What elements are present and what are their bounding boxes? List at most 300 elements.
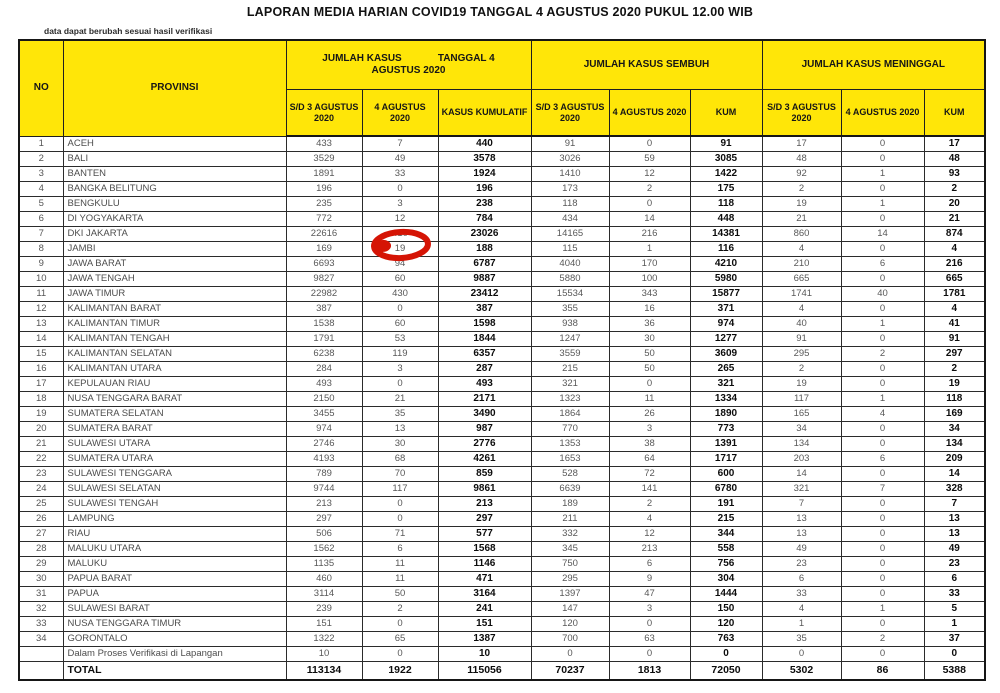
cell-value: 20 [924,197,985,212]
cell-value: 65 [362,632,438,647]
cell-value: 35 [762,632,841,647]
cell-value: 471 [438,572,531,587]
cell-province: KALIMANTAN UTARA [63,362,286,377]
cell-value: 3490 [438,407,531,422]
cell-value: 4 [924,242,985,257]
cell-province: SULAWESI UTARA [63,437,286,452]
cell-value: 355 [531,302,609,317]
table-row [19,602,985,617]
cell-value: 86 [841,662,924,681]
cell-value: 2 [362,602,438,617]
col-header-no: NO [19,40,63,136]
table-row [19,467,985,482]
table-row [19,227,985,242]
cell-value: 1598 [438,317,531,332]
table-row [19,617,985,632]
cell-no: 9 [19,257,63,272]
cell-value: 196 [438,182,531,197]
subheader-sembuh-4agt: 4 AGUSTUS 2020 [609,90,690,137]
cell-value: 558 [690,542,762,557]
cell-value: 16 [609,302,690,317]
cell-value: 756 [690,557,762,572]
cell-value: 938 [531,317,609,332]
cell-value: 493 [286,377,362,392]
cell-value: 4 [762,302,841,317]
cell-no: 22 [19,452,63,467]
cell-value: 0 [841,467,924,482]
cell-value: 0 [841,617,924,632]
cell-value: 209 [924,452,985,467]
cell-value: 5 [924,602,985,617]
cell-value: 460 [286,572,362,587]
cell-no: 17 [19,377,63,392]
cell-value: 1653 [531,452,609,467]
cell-value: 1 [841,197,924,212]
cell-value: 33 [362,167,438,182]
cell-province: JAWA TIMUR [63,287,286,302]
cell-value: 3114 [286,587,362,602]
cell-value: 600 [690,467,762,482]
cell-value: 297 [924,347,985,362]
table-row [19,647,985,662]
cell-value: 203 [762,452,841,467]
cell-no: 29 [19,557,63,572]
cell-value: 215 [690,512,762,527]
cell-value: 1323 [531,392,609,407]
cell-value: 215 [531,362,609,377]
cell-value: 134 [762,437,841,452]
cell-value: 1864 [531,407,609,422]
cell-value: 0 [531,647,609,662]
table-row [19,212,985,227]
cell-value: 6357 [438,347,531,362]
cell-value: 0 [841,497,924,512]
cell-value: 40 [762,317,841,332]
cell-value: 93 [924,167,985,182]
cell-value: 0 [609,617,690,632]
cell-value: 6 [924,572,985,587]
cell-value: 30 [362,437,438,452]
cell-value: 19 [924,377,985,392]
cell-value: 0 [841,302,924,317]
cell-value: 175 [690,182,762,197]
cell-value: 120 [531,617,609,632]
cell-no: 26 [19,512,63,527]
col-header-provinsi: PROVINSI [63,40,286,136]
cell-value: 38 [609,437,690,452]
cell-value: 117 [762,392,841,407]
cell-value: 2 [924,182,985,197]
cell-no: 3 [19,167,63,182]
cell-value: 874 [924,227,985,242]
cell-value: 239 [286,602,362,617]
table-row [19,632,985,647]
col-header-group-sembuh: JUMLAH KASUS SEMBUH [531,40,762,90]
cell-value: 1781 [924,287,985,302]
cell-no: 11 [19,287,63,302]
cell-value: 14 [762,467,841,482]
cell-value: 434 [531,212,609,227]
cell-value: 210 [762,257,841,272]
cell-value: 1444 [690,587,762,602]
cell-value: 189 [531,497,609,512]
table-row [19,557,985,572]
cell-value: 344 [690,527,762,542]
cell-value: 1 [841,392,924,407]
cell-no: 32 [19,602,63,617]
cell-value: 1562 [286,542,362,557]
cell-value: 60 [362,272,438,287]
table-row [19,332,985,347]
subheader-sembuh-kum: KUM [690,90,762,137]
cell-value: 304 [690,572,762,587]
cell-province: MALUKU [63,557,286,572]
cell-value: 118 [531,197,609,212]
cell-no: 24 [19,482,63,497]
cell-value: 50 [609,347,690,362]
cell-value: 265 [690,362,762,377]
cell-value: 21 [362,392,438,407]
cell-value: 191 [690,497,762,512]
total-row [19,662,985,681]
cell-value: 173 [531,182,609,197]
cell-value: 321 [690,377,762,392]
cell-value: 6693 [286,257,362,272]
cell-value: 295 [531,572,609,587]
cell-value: 2 [924,362,985,377]
table-row [19,257,985,272]
cell-value: 0 [841,587,924,602]
col-header-group-kasus [286,40,531,90]
cell-province: SULAWESI BARAT [63,602,286,617]
cell-value: 860 [762,227,841,242]
cell-value: 2746 [286,437,362,452]
cell-value: 118 [690,197,762,212]
table-row [19,437,985,452]
cell-value: 1791 [286,332,362,347]
cell-value: 241 [438,602,531,617]
cell-value: 2171 [438,392,531,407]
cell-value: 0 [841,152,924,167]
cell-value: 1924 [438,167,531,182]
cell-value: 345 [531,542,609,557]
cell-no: 20 [19,422,63,437]
cell-value: 113134 [286,662,362,681]
cell-province: PAPUA BARAT [63,572,286,587]
cell-value: 0 [362,377,438,392]
header-group-row [19,40,985,90]
cell-province: PAPUA [63,587,286,602]
cell-value: 19 [762,197,841,212]
cell-no: 33 [19,617,63,632]
table-row [19,407,985,422]
cell-value: 974 [286,422,362,437]
cell-value: 0 [924,647,985,662]
cell-value: 4193 [286,452,362,467]
cell-value: 700 [531,632,609,647]
cell-value: 2 [609,497,690,512]
cell-province: SULAWESI TENGGARA [63,467,286,482]
cell-province: JAWA TENGAH [63,272,286,287]
cell-value: 19 [362,242,438,257]
page-title: LAPORAN MEDIA HARIAN COVID19 TANGGAL 4 AGUSTUS 2020 PUKUL 12.00 WIB [246,5,754,19]
cell-value: 7 [362,136,438,152]
cell-value: 4 [924,302,985,317]
cell-value: 35 [362,407,438,422]
cell-value: 0 [841,377,924,392]
cell-value: 0 [841,527,924,542]
cell-no: 8 [19,242,63,257]
cell-value: 165 [762,407,841,422]
cell-value: 665 [924,272,985,287]
cell-value: 33 [762,587,841,602]
cell-value: 2 [841,632,924,647]
cell-value: 3578 [438,152,531,167]
cell-value: 448 [690,212,762,227]
cell-no: 1 [19,136,63,152]
cell-value: 72 [609,467,690,482]
cell-value: 115056 [438,662,531,681]
cell-value: 0 [841,542,924,557]
cell-no: 12 [19,302,63,317]
cell-province: SULAWESI SELATAN [63,482,286,497]
cell-value: 48 [762,152,841,167]
cell-value: 70 [362,467,438,482]
cell-value: 2 [609,182,690,197]
cell-value: 1277 [690,332,762,347]
cell-no: 34 [19,632,63,647]
cell-no: 30 [19,572,63,587]
cell-value: 34 [762,422,841,437]
cell-value: 26 [609,407,690,422]
cell-province: LAMPUNG [63,512,286,527]
cell-province: SULAWESI TENGAH [63,497,286,512]
cell-value: 63 [609,632,690,647]
cell-value: 2 [762,362,841,377]
group-kasus-line1: JUMLAH KASUS TANGGAL 4 [322,53,495,64]
table-row [19,362,985,377]
cell-value: 1 [841,167,924,182]
cell-value: 0 [841,422,924,437]
cell-value: 151 [438,617,531,632]
cell-value: 770 [531,422,609,437]
cell-no: 7 [19,227,63,242]
table-body [19,136,985,680]
cell-value: 974 [690,317,762,332]
table-row [19,482,985,497]
cell-province: SUMATERA SELATAN [63,407,286,422]
cell-value: 12 [609,167,690,182]
cell-value: 17 [924,136,985,152]
table-row [19,572,985,587]
cell-value: 321 [762,482,841,497]
cell-no: 31 [19,587,63,602]
cell-value: 1922 [362,662,438,681]
cell-value: 17 [762,136,841,152]
cell-value: 1 [841,317,924,332]
cell-value: 987 [438,422,531,437]
subheader-meninggal-4agt: 4 AGUSTUS 2020 [841,90,924,137]
cell-value: 0 [362,512,438,527]
cell-value: 1890 [690,407,762,422]
cell-value: 41 [924,317,985,332]
cell-no: 15 [19,347,63,362]
table-row [19,422,985,437]
cell-value: 3609 [690,347,762,362]
table-row [19,377,985,392]
cell-value: 772 [286,212,362,227]
cell-value: 0 [841,212,924,227]
cell-value: 0 [609,647,690,662]
cell-province: BALI [63,152,286,167]
cell-value: 5388 [924,662,985,681]
cell-no: 14 [19,332,63,347]
cell-value: 5302 [762,662,841,681]
cell-value: 4 [841,407,924,422]
cell-value: 6 [609,557,690,572]
cell-value: 6787 [438,257,531,272]
cell-province: SUMATERA UTARA [63,452,286,467]
cell-province: BANGKA BELITUNG [63,182,286,197]
cell-value: 23026 [438,227,531,242]
cell-value: 0 [690,647,762,662]
cell-province: Dalam Proses Verifikasi di Lapangan [63,647,286,662]
cell-no: 10 [19,272,63,287]
cell-no: 23 [19,467,63,482]
cell-value: 14165 [531,227,609,242]
cell-value: 216 [609,227,690,242]
cell-value: 169 [286,242,362,257]
cell-value: 14381 [690,227,762,242]
cell-value: 117 [362,482,438,497]
cell-value: 151 [286,617,362,632]
cell-value: 4 [762,242,841,257]
cell-province: ACEH [63,136,286,152]
cell-value: 1844 [438,332,531,347]
cell-value: 5980 [690,272,762,287]
cell-value: 6780 [690,482,762,497]
cell-value: 115 [531,242,609,257]
cell-value: 1 [841,602,924,617]
cell-no: 4 [19,182,63,197]
cell-value: 0 [841,272,924,287]
cell-value: 3164 [438,587,531,602]
cell-value: 4261 [438,452,531,467]
cell-value: 6639 [531,482,609,497]
col-header-group-meninggal: JUMLAH KASUS MENINGGAL [762,40,985,90]
table-row [19,347,985,362]
cell-value: 0 [362,647,438,662]
cell-value: 53 [362,332,438,347]
cell-value: 297 [286,512,362,527]
cell-value: 295 [762,347,841,362]
table-row [19,182,985,197]
cell-value: 6 [362,542,438,557]
cell-value: 3085 [690,152,762,167]
cell-value: 23 [762,557,841,572]
cell-no: 6 [19,212,63,227]
cell-no: 19 [19,407,63,422]
cell-no [19,662,63,681]
cell-value: 1813 [609,662,690,681]
cell-value: 6 [762,572,841,587]
cell-value: 321 [531,377,609,392]
subheader-meninggal-sd3: S/D 3 AGUSTUS 2020 [762,90,841,137]
cell-value: 763 [690,632,762,647]
cell-value: 50 [362,587,438,602]
cell-value: 64 [609,452,690,467]
subheader-kasus-4agt: 4 AGUSTUS 2020 [362,90,438,137]
cell-province: JAWA BARAT [63,257,286,272]
cell-province: TOTAL [63,662,286,681]
cell-value: 287 [438,362,531,377]
table-row [19,317,985,332]
cell-value: 1422 [690,167,762,182]
table-row [19,242,985,257]
cell-no: 18 [19,392,63,407]
cell-province: MALUKU UTARA [63,542,286,557]
cell-value: 14 [924,467,985,482]
cell-value: 6 [841,452,924,467]
cell-value: 0 [841,182,924,197]
cell-value: 2 [762,182,841,197]
cell-value: 9744 [286,482,362,497]
table-row [19,167,985,182]
cell-value: 0 [841,557,924,572]
cell-value: 0 [362,182,438,197]
cell-value: 1353 [531,437,609,452]
cell-value: 23412 [438,287,531,302]
cell-value: 13 [762,512,841,527]
cell-value: 493 [438,377,531,392]
cell-province: DI YOGYAKARTA [63,212,286,227]
cell-value: 30 [609,332,690,347]
table-row [19,272,985,287]
cell-value: 118 [924,392,985,407]
cell-value: 36 [609,317,690,332]
cell-value: 216 [924,257,985,272]
cell-province: KALIMANTAN BARAT [63,302,286,317]
cell-value: 213 [286,497,362,512]
cell-value: 150 [690,602,762,617]
cell-value: 213 [438,497,531,512]
cell-value: 0 [841,332,924,347]
cell-value: 60 [362,317,438,332]
cell-no: 5 [19,197,63,212]
cell-value: 328 [924,482,985,497]
cell-value: 13 [762,527,841,542]
cell-province: DKI JAKARTA [63,227,286,242]
cell-no: 27 [19,527,63,542]
cell-value: 11 [362,557,438,572]
cell-value: 1397 [531,587,609,602]
cell-province: KALIMANTAN TENGAH [63,332,286,347]
cell-value: 6 [841,257,924,272]
cell-value: 12 [609,527,690,542]
cell-province: NUSA TENGGARA TIMUR [63,617,286,632]
cell-value: 410 [362,227,438,242]
table-row [19,512,985,527]
cell-province: NUSA TENGGARA BARAT [63,392,286,407]
cell-value: 170 [609,257,690,272]
cell-value: 3026 [531,152,609,167]
cell-value: 789 [286,467,362,482]
cell-no: 2 [19,152,63,167]
cell-province: BANTEN [63,167,286,182]
cell-value: 11 [362,572,438,587]
cell-province: BENGKULU [63,197,286,212]
cell-value: 91 [924,332,985,347]
